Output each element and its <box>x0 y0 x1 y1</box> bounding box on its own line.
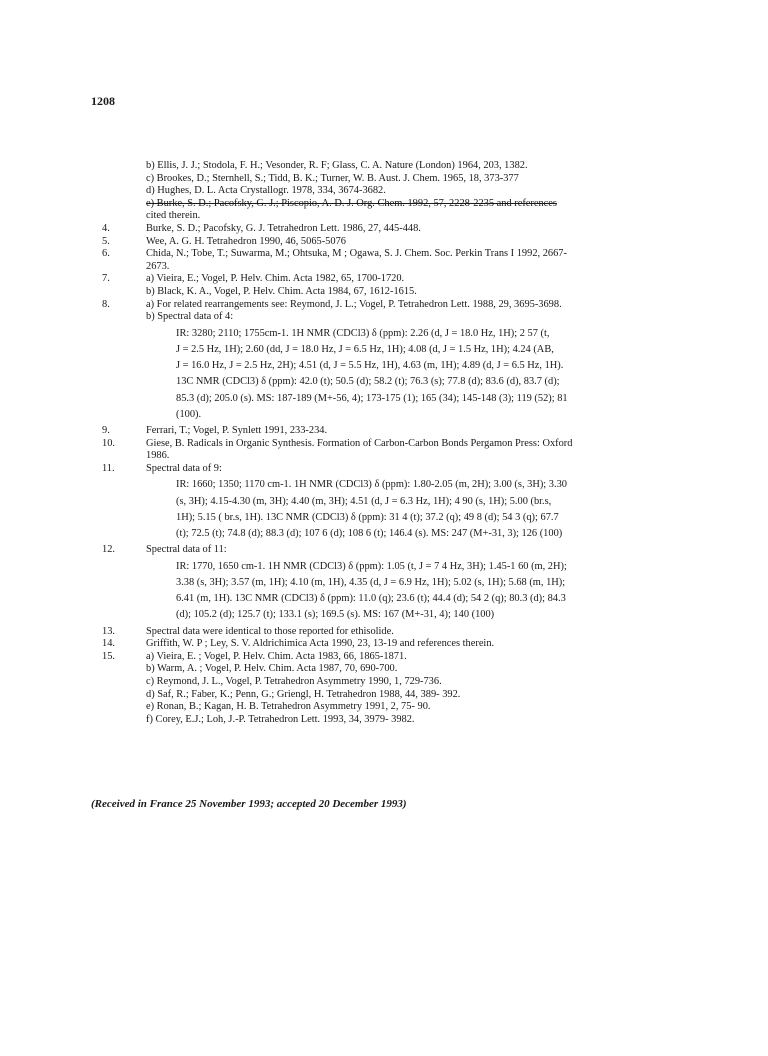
reference-line: 2673. <box>146 260 170 272</box>
reference-body <box>146 198 700 223</box>
received-note: (Received in France 25 November 1993; accepted 20 December 1993) <box>91 798 407 810</box>
reference-number: 15. <box>102 650 115 662</box>
spectral-data-block <box>146 326 700 423</box>
spectral-line: (100). <box>176 408 202 420</box>
reference-line: d) Hughes, D. L. Acta Crystallogr. 1978, 334, 3674-3682. <box>146 185 386 197</box>
reference-number: 12. <box>102 544 115 556</box>
spectral-line: IR: 3280; 2110; 1755cm-1. 1H NMR (CDCl3) δ (ppm): 2.26 (d, J = 18.0 Hz, 1H); 2 57 (t, <box>176 327 550 339</box>
reference-number: 5. <box>102 235 110 247</box>
reference-number: 10. <box>102 437 115 449</box>
reference-line: c) Brookes, D.; Sternhell, S.; Tidd, B. K.; Turner, W. B. Aust. J. Chem. 1965, 18, 373-377 <box>146 172 519 184</box>
reference-item <box>100 160 700 198</box>
spectral-data-block <box>146 559 700 624</box>
spectral-line: 3.38 (s, 3H); 3.57 (m, 1H); 4.10 (m, 1H), 4.35 (d, J = 6.9 Hz, 1H); 5.02 (s, 1H); 5.68 (m, 1H); <box>176 576 566 588</box>
reference-line: Burke, S. D.; Pacofsky, G. J. Tetrahedron Lett. 1986, 27, 445-448. <box>146 222 421 234</box>
reference-line: 1986. <box>146 450 170 462</box>
reference-item <box>100 248 700 273</box>
reference-number: 8. <box>102 298 110 310</box>
reference-item <box>100 425 700 438</box>
reference-line: Spectral data of 9: <box>146 462 222 474</box>
page-number: 1208 <box>91 94 115 108</box>
reference-body <box>146 299 700 425</box>
reference-item <box>100 438 700 463</box>
reference-line: f) Corey, E.J.; Loh, J.-P. Tetrahedron Lett. 1993, 34, 3979- 3982. <box>146 713 415 725</box>
reference-item <box>100 651 700 727</box>
reference-number: 4. <box>102 222 110 234</box>
reference-line: a) Vieira, E. ; Vogel, P. Helv. Chim. Acta 1983, 66, 1865-1871. <box>146 650 407 662</box>
reference-line: Wee, A. G. H. Tetrahedron 1990, 46, 5065-5076 <box>146 235 346 247</box>
reference-item <box>100 638 700 651</box>
reference-item <box>100 223 700 236</box>
reference-item <box>100 273 700 298</box>
reference-number: 6. <box>102 248 110 260</box>
spectral-data-block <box>146 477 700 542</box>
spectral-line: IR: 1660; 1350; 1170 cm-1. 1H NMR (CDCl3) δ (ppm): 1.80-2.05 (m, 2H); 3.00 (s, 3H); 3.30 <box>176 479 567 491</box>
spectral-line: 13C NMR (CDCl3) δ (ppm): 42.0 (t); 50.5 (d); 58.2 (t); 76.3 (s); 77.8 (d); 83.6 (d), 83.7 (d); <box>176 376 560 388</box>
reference-line: Giese, B. Radicals in Organic Synthesis. Formation of Carbon-Carbon Bonds Pergamon Press: Oxford <box>146 437 573 449</box>
reference-item <box>100 299 700 425</box>
reference-body <box>146 544 700 625</box>
reference-item <box>100 198 700 223</box>
reference-body <box>146 463 700 544</box>
reference-line: cited therein. <box>146 210 201 222</box>
reference-line: c) Reymond, J. L., Vogel, P. Tetrahedron Asymmetry 1990, 1, 729-736. <box>146 675 442 687</box>
reference-number <box>100 198 146 223</box>
reference-line: b) Spectral data of 4: <box>146 311 234 323</box>
reference-line: Griffith, W. P ; Ley, S. V. Aldrichimica Acta 1990, 23, 13-19 and references therein. <box>146 638 495 650</box>
reference-body <box>146 236 700 249</box>
reference-line: Chida, N.; Tobe, T.; Suwarma, M.; Ohtsuka, M ; Ogawa, S. J. Chem. Soc. Perkin Trans I 1992, 2667- <box>146 248 567 260</box>
spectral-line: 85.3 (d); 205.0 (s). MS: 187-189 (M+-56, 4); 173-175 (1); 165 (34); 145-148 (3); 119 (52); 81 <box>176 392 568 404</box>
reference-number <box>100 160 146 198</box>
reference-body <box>146 638 700 651</box>
spectral-line: (d); 105.2 (d); 125.7 (t); 133.1 (s); 169.5 (s). MS: 167 (M+-31, 4); 140 (100) <box>176 609 495 621</box>
reference-body <box>146 425 700 438</box>
reference-item <box>100 544 700 625</box>
reference-line: e) Burke, S. D.; Pacofsky, G. J.; Piscopio, A. D. J. Org. Chem. 1992, 57, 2228-2235 and references <box>146 197 557 209</box>
spectral-line: 1H); 5.15 ( br.s, 1H). 13C NMR (CDCl3) δ (ppm): 31 4 (t); 37.2 (q); 49 8 (d); 54 3 (q); 67.7 <box>176 511 559 523</box>
spectral-line: J = 16.0 Hz, J = 2.5 Hz, 2H); 4.51 (d, J = 5.5 Hz, 1H), 4.63 (m, 1H); 4.89 (d, J = 6.5 Hz, 1H). <box>176 360 564 372</box>
reference-line: a) For related rearrangements see: Reymond, J. L.; Vogel, P. Tetrahedron Lett. 1988, 29, 3695-3698. <box>146 298 562 310</box>
reference-body <box>146 273 700 298</box>
reference-line: a) Vieira, E.; Vogel, P. Helv. Chim. Acta 1982, 65, 1700-1720. <box>146 273 405 285</box>
reference-line: b) Ellis, J. J.; Stodola, F. H.; Vesonder, R. F; Glass, C. A. Nature (London) 1964, 203, 1382. <box>146 160 528 171</box>
reference-body <box>146 626 700 639</box>
reference-number: 13. <box>102 625 115 637</box>
reference-line: b) Black, K. A., Vogel, P. Helv. Chim. Acta 1984, 67, 1612-1615. <box>146 285 417 297</box>
spectral-line: J = 2.5 Hz, 1H); 2.60 (dd, J = 18.0 Hz, J = 6.5 Hz, 1H); 4.08 (d, J = 1.5 Hz, 1H); 4.24 (AB, <box>176 343 554 355</box>
reference-number: 9. <box>102 424 110 436</box>
reference-item <box>100 626 700 639</box>
reference-body <box>146 248 700 273</box>
reference-line: e) Ronan, B.; Kagan, H. B. Tetrahedron Asymmetry 1991, 2, 75- 90. <box>146 701 431 713</box>
reference-body <box>146 651 700 727</box>
spectral-line: 6.41 (m, 1H). 13C NMR (CDCl3) δ (ppm): 11.0 (q); 23.6 (t); 44.4 (d); 54 2 (q); 80.3 (d); 84.3 <box>176 593 566 605</box>
spectral-line: IR: 1770, 1650 cm-1. 1H NMR (CDCl3) δ (ppm): 1.05 (t, J = 7 4 Hz, 3H); 1.45-1 60 (m, 2H); <box>176 560 567 572</box>
spectral-line: (t); 72.5 (t); 74.8 (d); 88.3 (d); 107 6 (d); 108 6 (t); 146.4 (s). MS: 247 (M+-31, 3); 126 (100) <box>176 527 563 539</box>
reference-list <box>100 160 700 726</box>
reference-item <box>100 463 700 544</box>
reference-body <box>146 438 700 463</box>
reference-line: d) Saf, R.; Faber, K.; Penn, G.; Griengl, H. Tetrahedron 1988, 44, 389- 392. <box>146 688 461 700</box>
reference-body <box>146 160 700 198</box>
reference-number: 11. <box>102 462 115 474</box>
reference-line: Ferrari, T.; Vogel, P. Synlett 1991, 233-234. <box>146 424 328 436</box>
reference-line: Spectral data were identical to those reported for ethisolide. <box>146 625 394 637</box>
reference-line: Spectral data of 11: <box>146 544 227 556</box>
reference-item <box>100 236 700 249</box>
reference-body <box>146 223 700 236</box>
reference-line: b) Warm, A. ; Vogel, P. Helv. Chim. Acta 1987, 70, 690-700. <box>146 663 398 675</box>
reference-number: 14. <box>102 638 115 650</box>
spectral-line: (s, 3H); 4.15-4.30 (m, 3H); 4.40 (m, 3H); 4.51 (d, J = 6.3 Hz, 1H); 4 90 (s, 1H); 5.00 (br.s, <box>176 495 552 507</box>
reference-number: 7. <box>102 273 110 285</box>
